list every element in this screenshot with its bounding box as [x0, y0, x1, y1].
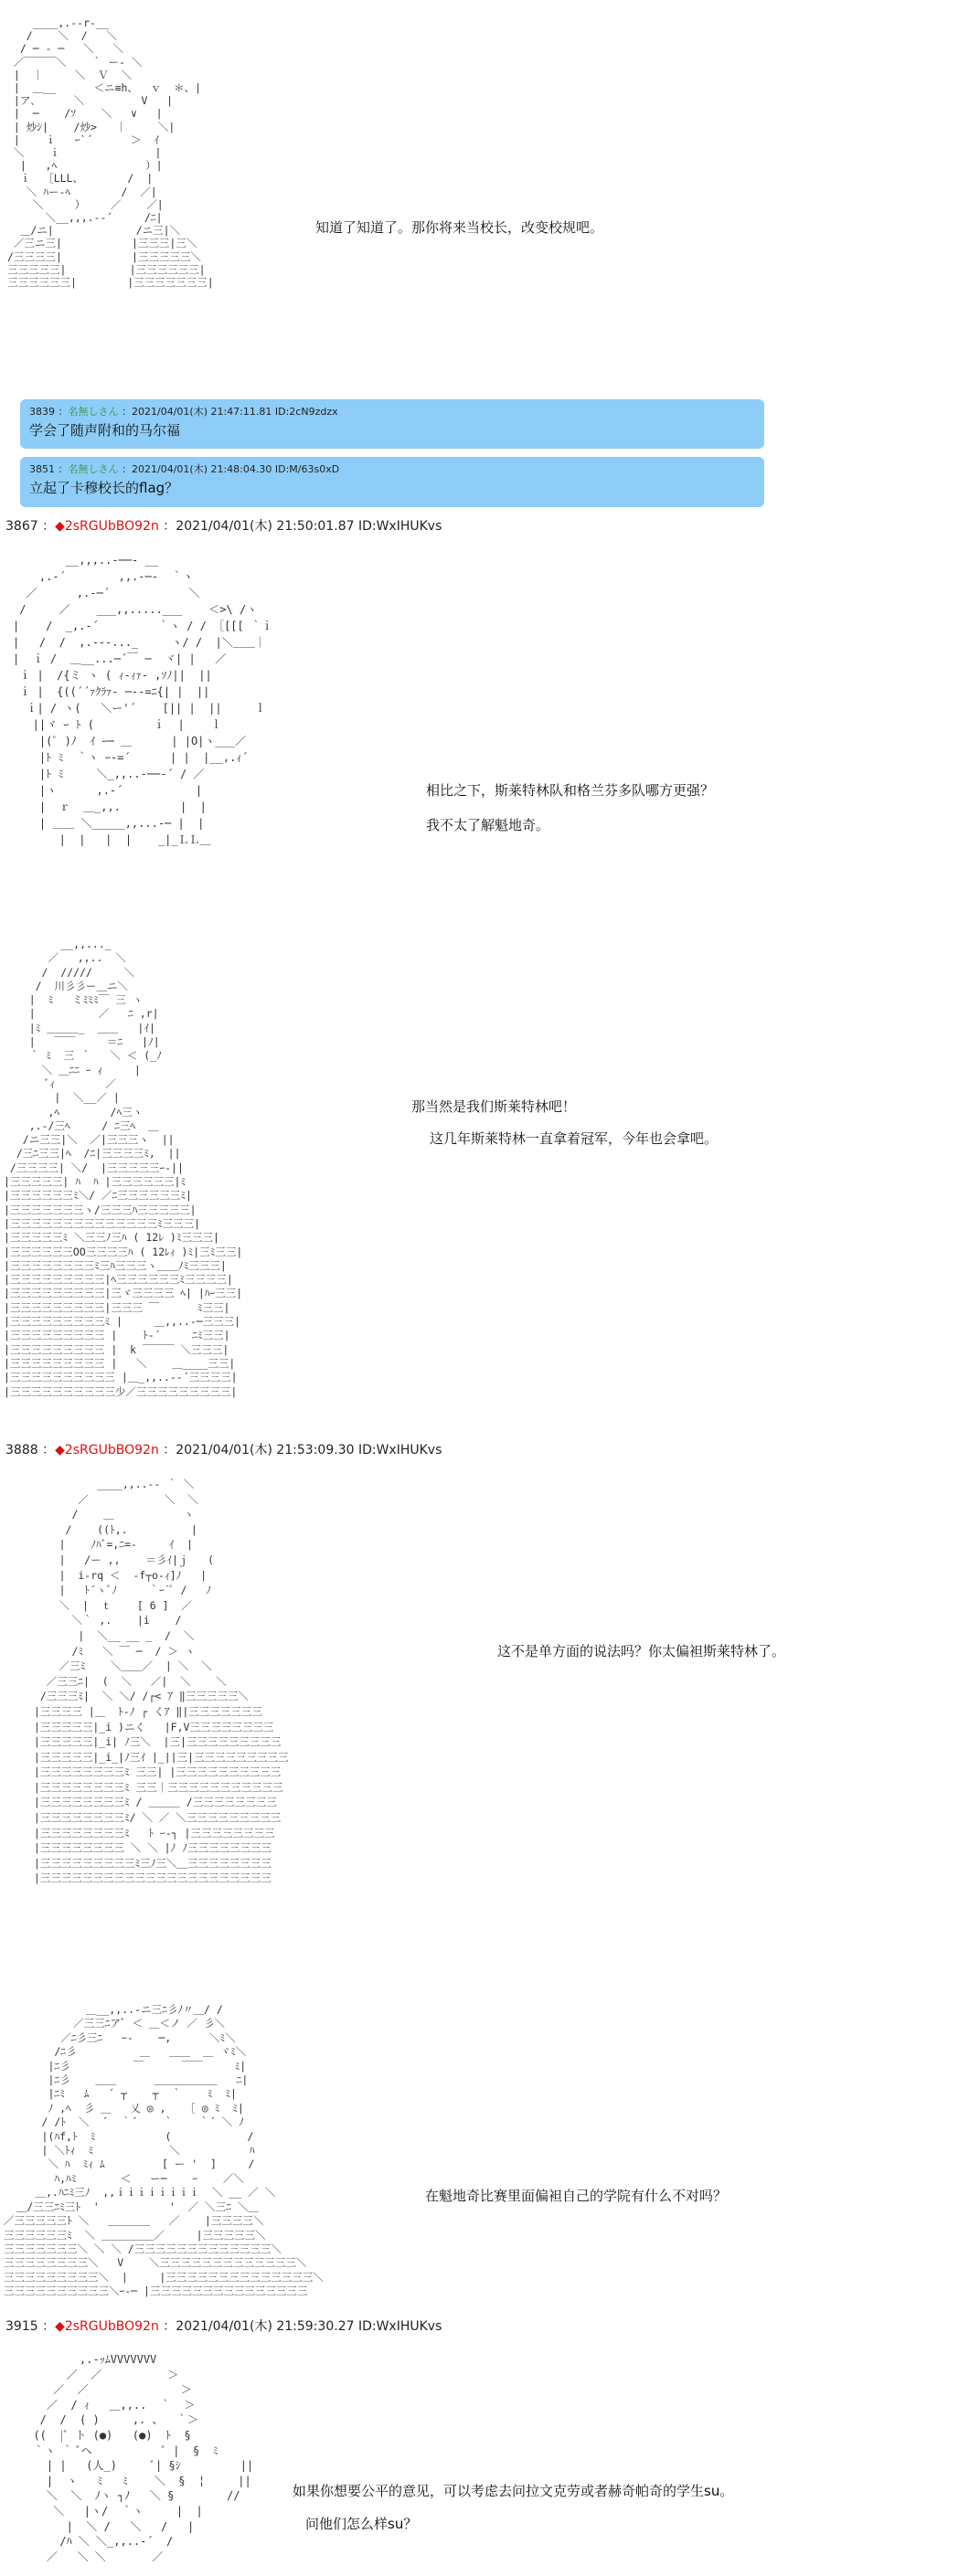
response-text: 学会了随声附和的马尔福: [29, 422, 181, 439]
ascii-art-character-3: __,,..._ ／ ,,.. ＼ / ///// ＼ / 川彡彡ー＿ニ＼ | ﾐ ミﾐﾐﾐ￣ 三 ヽ | ／ ﾆ ,r| |ﾐ ＿＿＿_ ＿＿ |ｲ| | ￣￣ ＝ﾆ |ﾉ| ｀ ﾐ 三 ｀ ＼ ＜ (_ﾉ ＼ ＿ﾆﾆ ｰ ｨ | ﾞｨ ／ | ＼__／ | ,ﾍ /ﾍ三ヽ ,.-/三ﾍ / ﾆ三ﾍ ＿ /ニ三三|＼ ／|三三三ヽ || /三ﾆ三三|ﾍ /ﾆ|三三三三ﾐ, || /三三三三| ＼/ |三三三三三ｰ-|| |三三三三三| ﾊ ﾊ |三三三三三三|ﾐ |三三三三三三ﾐ＼/ ／ﾆ三三三三三三ﾐ| |三三三三三三三ヽ/三三三ﾊ三三三三三| |三三三三三三三三三三三三三三ﾐ三三三| |三三三三三ﾐ ＼三三ﾉ三ﾊ ( 12ﾚ )ﾐ三三三| |三三三三三三OO三三三三ﾊ ( 12ﾚｨ )ﾐ|三ﾐ三三| |三三三三三三三三ﾐ三ﾊ三三三ヽ＿＿ﾉﾐ三三三| |三三三三三三三三三|ﾍ三三三三三三ﾐ三三三三| |三三三三三三三三三|三ヾ三三三三 ﾍ| |ﾊｰ三三| |三三三三三三三三三|三三三 ￣ ﾐ三三| |三三三三三三三三三ﾐ | ＿,,..-─三三三| |三三三三三三三三三 | ﾄ-´ ﾆﾐ三三| |三三三三三三三三三 | k ￣￣￣ ＼三三三| |三三三三三三三三三 | ＼ ＿____三三| |三三三三三三三三三三 |＿_,,..--´三三三三| |三三三三三三三三三三少／三三三三三三三三三|: [4, 938, 243, 1398]
response-box: [20, 399, 764, 449]
dialogue-line: 那当然是我们斯莱特林吧！: [411, 1098, 577, 1115]
dialogue-line: 问他们怎么样su？: [305, 2516, 418, 2532]
ascii-art-character-4: ____,,..-- ｀ ＼ ／ ＼ ＼ / ＿ ヽ / ((ﾄ,. | | ﾉﾊﾞ=,ﾆ=- ｲ | | /ー ,, ＝彡ｲ|ｊ ( | i-rq ＜ -f┬o-ｨ]ﾉ | | ﾄ´ヽﾞﾉ ｀ｰ´ﾟ / ﾉ ＼ | ｔ [ 6 ] ／ ＼｀ ,. |i / | ＼__ __ _ / ＼ /ﾐ ＼ ￣ ─ / ＞ ヽ ／三ﾐ ＼＿＿／ | ＼ ＼ ／三三ﾆ| ( ＼ ／| ＼ ＼ /三三三ﾐ| ＼ ＼/ /┌< ｱ ‖三三三三三＼ |三三三三 |＿ ﾄ-ﾉ ┌ くｱ ‖|三三三三三三三 |三三三三三|_i )ニく |F,V三三三三三三三三 |三三三三三|_i| ﾉ三＼ |三|三三三三三三三三三 |三三三三三|_i_|ﾉ三ｲ |_||三|三三三三三三三三三 |三三三三三三三三ﾐ 三三| |三三三三三三三三三三 |三三三三三三三三ﾐ 三三｜三三三三三三三三三三三 |三三三三三三三三ﾐ / ＿＿＿ /三三三三三三三三 |三三三三三三三三ﾐ/ ＼ ／ ＼三三三三三三三三三 |三三三三三三三三ﾐ ﾄ ｰ-┐ |三三三三三三三三 |三三三三三三三三 ＼ ＼ |ﾉ ﾉ三三三三三三三三 |三三三三三三三三三ﾐ三ﾉ三＼＿三三三三三三三三 |三三三三三三三三三三三三三三三三三三三三三三: [33, 1478, 289, 1885]
response-header: 3839 ：名無しさん ：2021/04/01(木) 21:47:11.81 ID:2cN9zdzx: [29, 406, 338, 418]
dialogue-line: 在魁地奇比赛里面偏袒自己的学院有什么不对吗？: [425, 2188, 728, 2204]
response-datetime: 2021/04/01(木) 21:48:04.30 ID:M/63s0xD: [132, 463, 340, 475]
ascii-art-character-6: ,.-ｯﾑVVVVVVV ／ ／ ＞ ／ ／ ＞ ／ / ｨ ＿,,.. ｀ ＞ / / ( ) ,. 、 ｀＞ (( |ﾞ ト (●) (●) ﾄ § ｀ヽ ｀ ﾞヘ ﾞ | § ﾐ | | (人_) ﾞ| §ｼ || | ヽ ﾐ ﾐ ＼ § ¦ || ＼ ＼ ﾉヽ ┐ﾉ ＼ § // ＼ |ヽ/ ｀ヽ | | | ＼ / ＼ / | /ﾊ ＼ ＼_,,..-´ / ／ ＼ ＼ ／: [33, 2353, 254, 2563]
post-number: 3915: [5, 2319, 38, 2334]
response-box: [20, 457, 764, 507]
post-datetime: 2021/04/01(木) 21:50:01.87 ID:WxIHUKvs: [176, 519, 442, 534]
response-number: 3839: [29, 406, 55, 418]
response-header: 3851 ：名無しさん ：2021/04/01(木) 21:48:04.30 ID:M/63s0xD: [29, 463, 340, 475]
dialogue-line: 我不太了解魁地奇。: [426, 817, 550, 833]
post-trip: ◆2sRGUbBO92n: [55, 2319, 159, 2334]
response-number: 3851: [29, 463, 55, 475]
ascii-art-character-2: __,,,..-──- __ ,.-´ ,,.-─- ｀ヽ ／ ,.-─´ ＼ / ／ ___,,.....___ ＜>\ /ヽ | / _,.-´ ｀ヽ / / ［[[[ ｀ｉ | / / ,.-‐-..._ ヽ/ / |＼＿＿｜ | ｉ / ＿__...─´￣ ─ ヾ| | ／ ｉ | /{ミ ヽ ( ｨ-ｨｧ- ,ｿﾉ|| || ｉ | {((´´ｧｸﾗｧ- ─-‐=ﾆ{| | || ｉ| / ヽ( ＼ー'´ [|| | || ｌ ||ヾ ｰ ﾄ ( ｉ | ｌ |(ﾟ )ﾉ ｲ ｰ─ ＿ | |O|ヽ___／ |ﾄ ﾐ ｀ヽ ｰ-=´ | | |__,.ｨ´ |ﾄ ﾐ ＼_,,..-──-´ / ／ |ヽ ,.-´ | | ｒ ＿_,,. | | | ＿＿ ＼_____,,...-─ | | | | | | _|_ＬＬ＿: [13, 554, 272, 846]
dialogue-line: 相比之下，斯莱特林队和格兰芬多队哪方更强？: [426, 782, 715, 799]
post-header: 3867 ：◆2sRGUbBO92n ：2021/04/01(木) 21:50:01.87 ID:WxIHUKvs: [5, 519, 442, 534]
post-datetime: 2021/04/01(木) 21:53:09.30 ID:WxIHUKvs: [176, 1443, 442, 1458]
response-name: 名無しさん: [68, 463, 119, 475]
dialogue-line: 如果你想要公平的意见，可以考虑去问拉文克劳或者赫奇帕奇的学生su。: [293, 2483, 734, 2499]
response-datetime: 2021/04/01(木) 21:47:11.81 ID:2cN9zdzx: [132, 406, 338, 418]
post-header: 3888 ：◆2sRGUbBO92n ：2021/04/01(木) 21:53:09.30 ID:WxIHUKvs: [5, 1443, 442, 1458]
post-header: 3915 ：◆2sRGUbBO92n ：2021/04/01(木) 21:59:30.27 ID:WxIHUKvs: [5, 2319, 442, 2334]
post-trip: ◆2sRGUbBO92n: [55, 519, 159, 534]
post-number: 3888: [5, 1443, 38, 1458]
response-name: 名無しさん: [68, 406, 119, 418]
post-datetime: 2021/04/01(木) 21:59:30.27 ID:WxIHUKvs: [176, 2319, 442, 2334]
ascii-art-character-1: ____,.-‐r‐__ / ＼ / ＼ / ─ ‐ ─ ＼ ＼ ／￣￣￣＼ ｀ ー- ＼ | ｜ ＼ Ｖ ＼ | ＿__ ＜ニ≡h、 ｖ ＊、| |ア､ ＼ V | | ─ /ｿ ＼ ∨ | | 炒ｼ| /炒> ｜ ＼| | ｉ ｰ`´ ＞ ｲ ＼ ｉ | | ,ﾍ ）| ｉ ［LLL、 / | ＼ ﾊー‐ﾍ / ／| ＼ ） ／ ／| ＼__,,,.-‐´ /ﾆ| ＿/ニ| /ニ三|＼ ／三ニ三| |三三三|三＼ /三三三三| |三三三三三＼ 三三三三三| |三三三三三三| 三三三三三三| |三三三三三三三|: [7, 16, 214, 290]
dialogue-line: 这几年斯莱特林一直拿着冠军，今年也会拿吧。: [430, 1130, 719, 1147]
dialogue-line: 知道了知道了。那你将来当校长，改变校规吧。: [315, 219, 604, 236]
dialogue-line: 这不是单方面的说法吗？你太偏袒斯莱特林了。: [497, 1643, 786, 1659]
post-number: 3867: [5, 519, 38, 534]
post-trip: ◆2sRGUbBO92n: [55, 1443, 159, 1458]
response-text: 立起了卡穆校长的flag？: [29, 480, 179, 496]
ascii-art-character-5: ＿__,,..-ニ三ﾆ彡ﾉ〃＿/ / ／三三ﾆアﾞ ＜ ＿＜ノ ／ 彡＼ ／ﾆ彡三ﾆ ｰ- ─, ＼ﾐ＼ /ﾆ彡 ＿ ＿＿ ＿ ヾﾐ＼ |ﾆ彡 ￣ ￣￣ ﾐ| |ﾆ彡 ＿＿ ＿＿＿＿＿＿ ﾆ| |ﾆﾐ ﾑ ´ ┬ ┬ ｀ ﾐ ﾐ| ﾉ ,ﾍ 彡 ＿ 乂 ◎ , ［ ◎ ﾐ ﾐ| / /ﾄ ＼ ´ ｀´ ｀ ｀´ ＼ ﾉ |(ﾊf,ﾄ ﾐ ( / | ＼ﾄｨ ﾐ ＼ ﾊ ＼ ﾊ ﾐｨ ﾑ [ ー ' ] / ﾊ,ﾊﾐ ＜ ー─ ｰ ／＼ ＿,.ﾊﾆﾐ三ﾉ ,,ｉｉｉｉｉｉｉｉ ＼ __ ／ ＼ ＿/三三ﾆﾐ三ﾄ ' ' ／ ＼三ﾆ ＼＿ ／三三三三三ﾄ ＼ ＿＿＿＿ ／ |三三三三＼ 三三三三三三ﾐ ＼ ＿＿＿＿＿／ |三三三三三＼ 三三三三三三三＼ ＼ ＼ /三三三三三三三三三三三三三＼ 三三三三三三三三＼ V ＼三三三三三三三三三三三三三＼ 三三三三三三三三三＼ | |三三三三三三三三三三三三三三＼ 三三三三三三三三三三＼ｰ-─ |三三三三三三三三三三三三三三三: [4, 2003, 324, 2298]
